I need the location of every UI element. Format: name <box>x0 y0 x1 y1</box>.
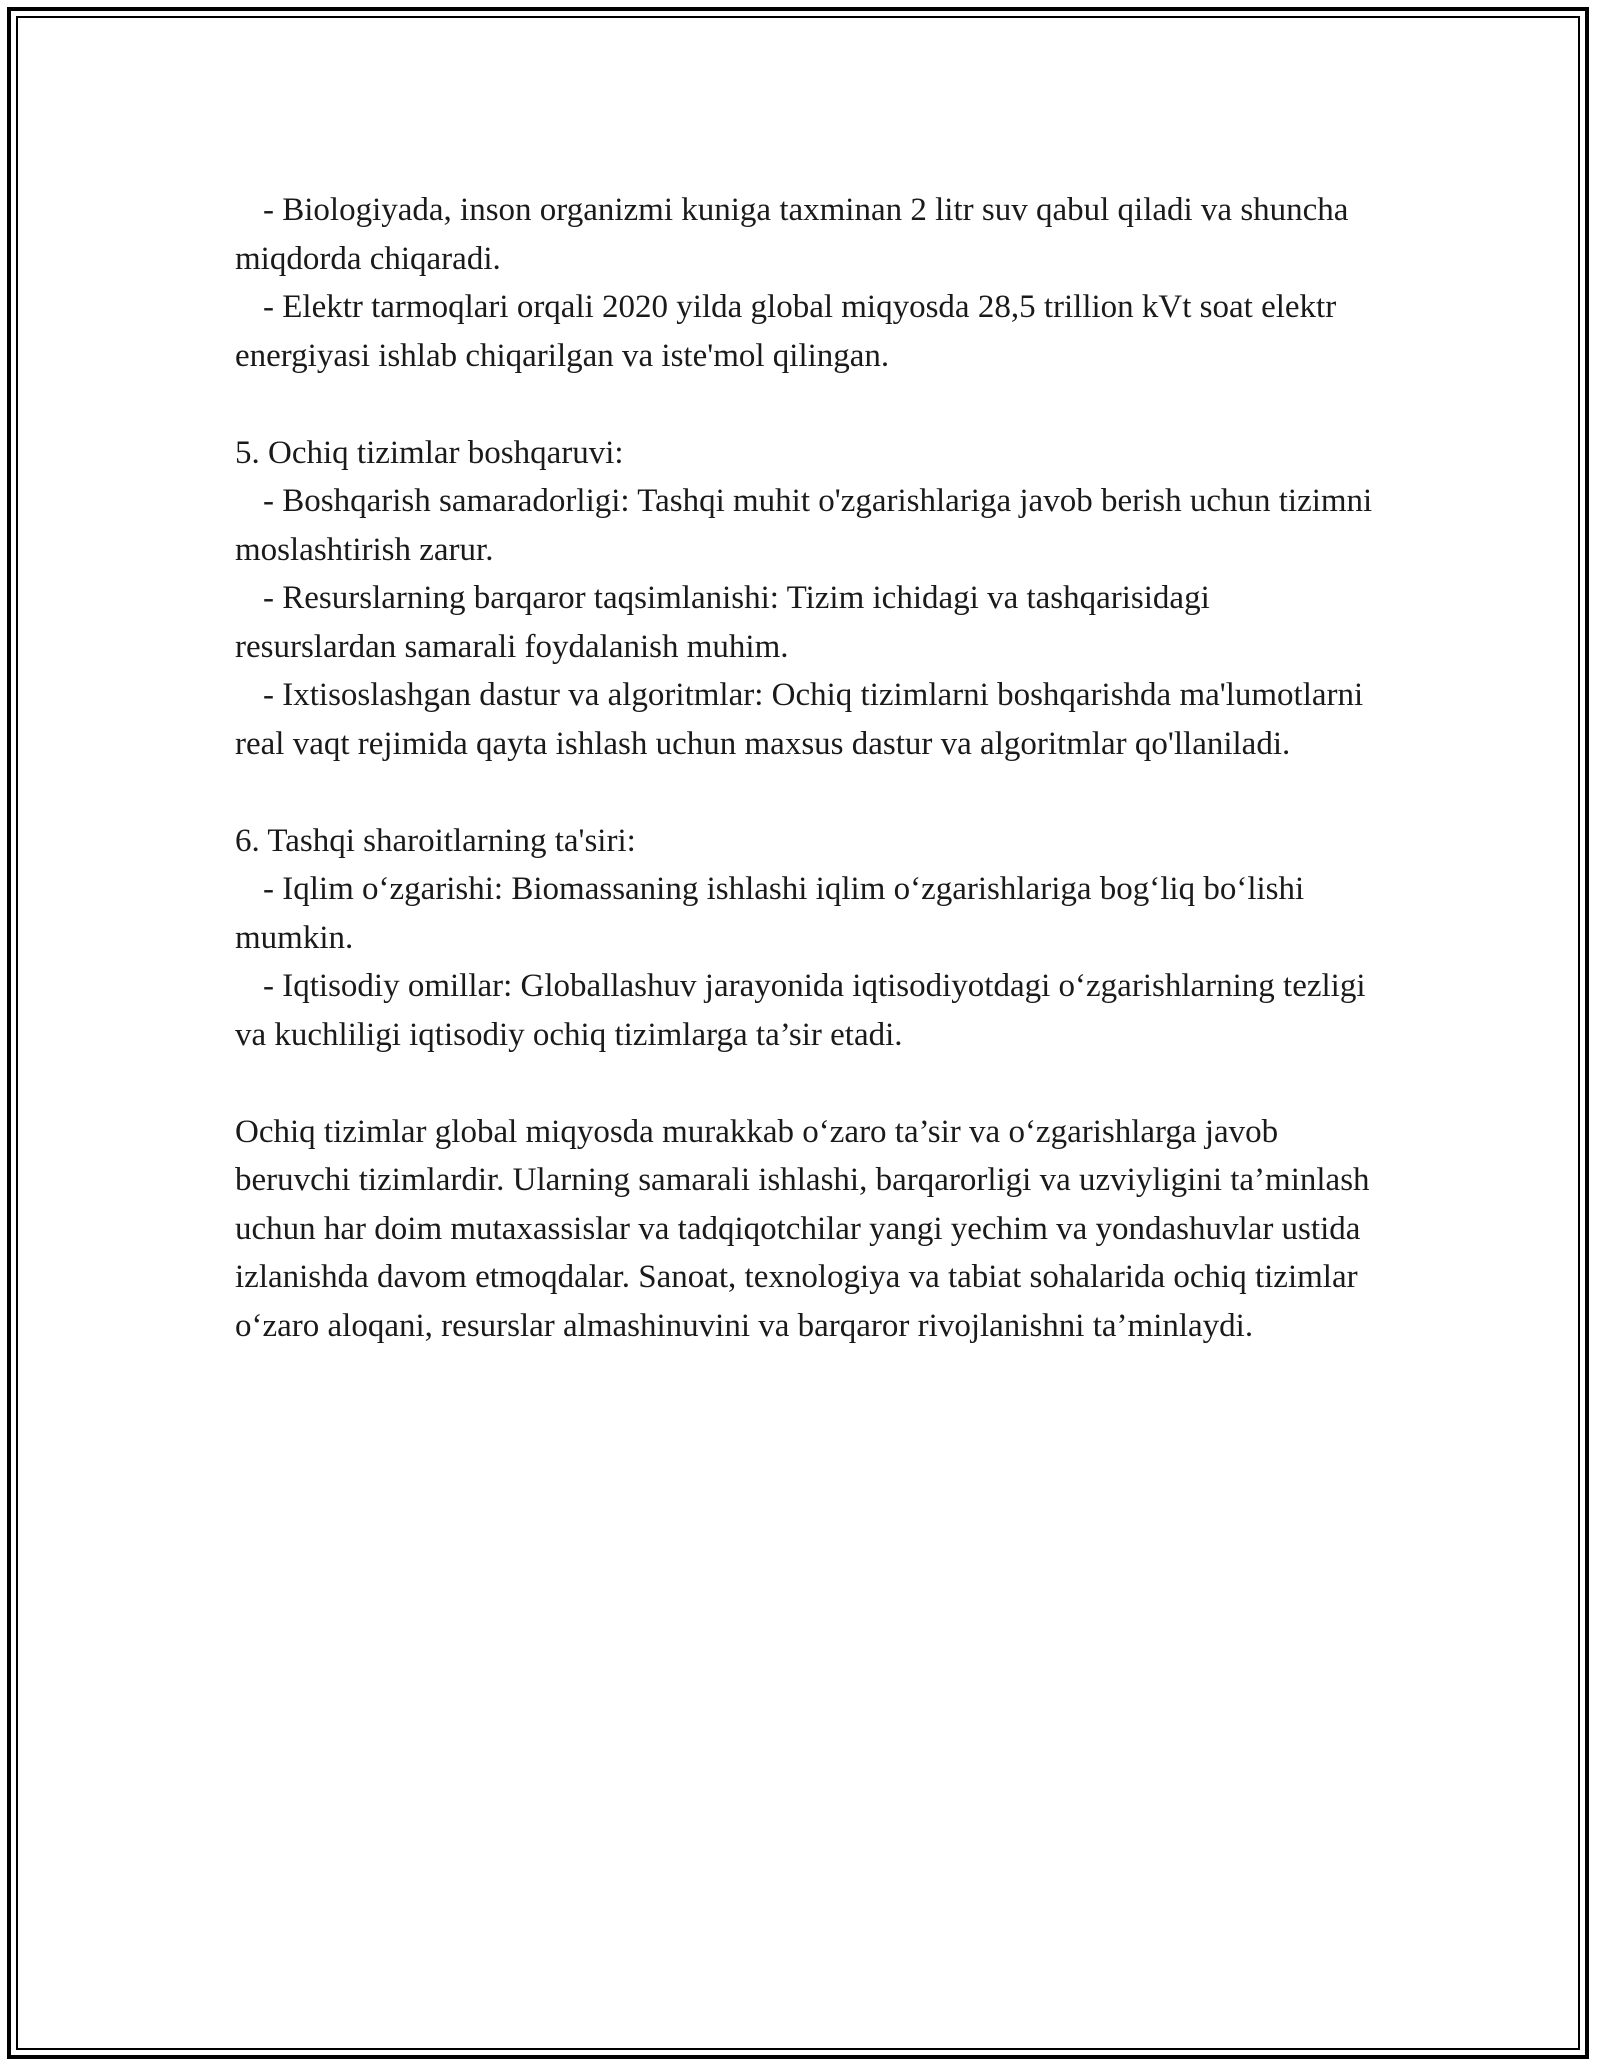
list-item: - Ixtisoslashgan dastur va algoritmlar: Ochiq tizimlarni boshqarishda ma'lumotlarni real vaqt rejimida qayta ishlash uchun maxsus dastur va algoritmlar qo'llaniladi. <box>235 677 1364 762</box>
paragraph-gap <box>235 380 1375 429</box>
list-item: - Resurslarning barqaror taqsimlanishi: Tizim ichidagi va tashqarisidagi resurslardan samarali foydalanish muhim. <box>235 580 1210 665</box>
paragraph-gap <box>235 768 1375 817</box>
list-item: - Iqtisodiy omillar: Globallashuv jarayonida iqtisodiyotdagi o‘zgarishlarning tezligi va kuchliligi iqtisodiy ochiq tizimlarga ta’sir etadi. <box>235 968 1366 1053</box>
list-item: - Biologiyada, inson organizmi kuniga taxminan 2 litr suv qabul qiladi va shuncha miqdorda chiqaradi. <box>235 192 1349 277</box>
section-6 <box>235 817 1375 1060</box>
conclusion-text: Ochiq tizimlar global miqyosda murakkab o‘zaro ta’sir va o‘zgarishlarga javob beruvchi tizimlardir. Ularning samarali ishlashi, barqarorligi va uzviyligini ta’minlash uchun har doim mutaxassislar va tadqiqotchilar yangi yechim va yondashuvlar ustida izlanishda davom etmoqdalar. Sanoat, texnologiya va tabiat sohalarida ochiq tizimlar o‘zaro aloqani, resurslar almashinuvini va barqaror rivojlanishni ta’minlaydi. <box>235 1113 1370 1344</box>
intro-block <box>235 186 1375 380</box>
list-item: - Elektr tarmoqlari orqali 2020 yilda global miqyosda 28,5 trillion kVt soat elektr energiyasi ishlab chiqarilgan va iste'mol qilingan. <box>235 289 1337 374</box>
document-body <box>235 186 1375 1350</box>
list-item: - Boshqarish samaradorligi: Tashqi muhit o'zgarishlariga javob berish uchun tizimni moslashtirish zarur. <box>235 483 1373 568</box>
section-heading: 6. Tashqi sharoitlarning ta'siri: <box>235 822 636 859</box>
list-item: - Iqlim o‘zgarishi: Biomassaning ishlashi iqlim o‘zgarishlariga bog‘liq bo‘lishi mumkin. <box>235 871 1305 956</box>
conclusion-paragraph <box>235 1108 1375 1351</box>
section-heading: 5. Ochiq tizimlar boshqaruvi: <box>235 434 624 471</box>
section-5 <box>235 429 1375 769</box>
paragraph-gap <box>235 1059 1375 1108</box>
